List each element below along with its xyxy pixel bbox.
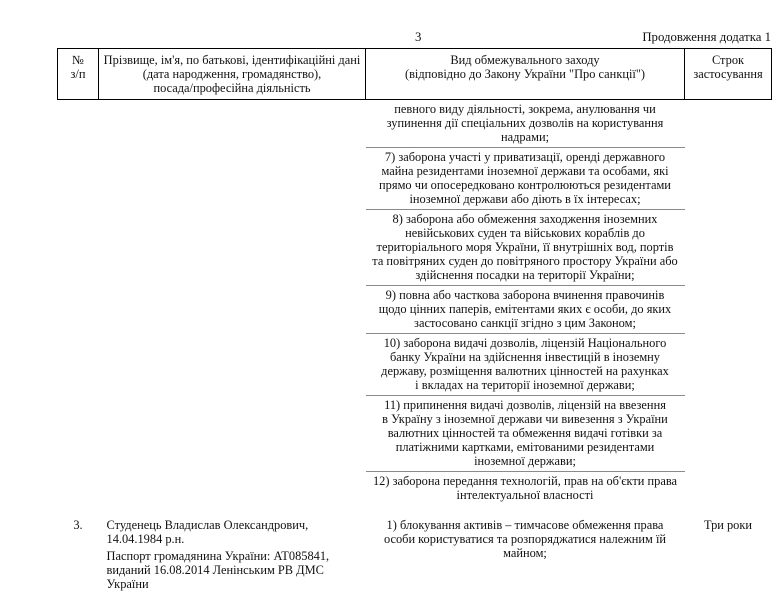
term-value: Три роки [703,518,753,532]
table-header-row [58,49,772,100]
person-cell-empty [99,100,366,506]
measure-item: 11) припинення видачі дозволів, ліцензій на ввезення в Україну з іноземної держави чи вивезення з України валютних цінностей та обмеження видачі готівки за платіжними картками, емітованими резидентами іноземної держави; [366,395,685,471]
measure-item: 9) повна або часткова заборона вчинення правочинів щодо цінних паперів, емітентами яких є особи, до яких застосовано санкції згідно з цим Законом; [366,285,685,333]
number-cell-empty [58,100,99,506]
measure-item: 8) заборона або обмеження заходження іноземних невійськових суден та військових кораблів до територіального моря України, її внутрішніх вод, портів та повітряних суден до повітряного простору України або здійснення посадки на території України; [366,209,685,285]
column-header-person: Прізвище, ім'я, по батькові, ідентифікаційні дані (дата народження, громадянство), посада/професійна діяльність [99,49,366,100]
page-number: 3 [415,30,422,44]
column-header-term: Строк застосування [685,49,772,100]
column-header-number: № з/п [58,49,99,100]
table-row [58,100,772,506]
table-row [58,505,772,594]
measures-cell [366,100,685,506]
measures-cell [366,505,685,594]
entry-number: 3. [73,518,83,532]
column-header-measure: Вид обмежувального заходу (відповідно до Закону України "Про санкції") [366,49,685,100]
measure-item: 1) блокування активів – тимчасове обмеження права особи користуватися та розпоряджатися належним їй майном; [383,518,667,560]
appendix-continuation-note: Продовження додатка 1 [642,30,771,44]
term-cell-empty [685,100,772,506]
person-details: Студенець Владислав Олександрович, 14.04.1984 р.н. Паспорт громадянина України: АТ085841, виданий 16.08.2014 Ленінським РВ ДМС України [106,518,330,591]
measure-item: 12) заборона передання технологій, прав на об'єкти права інтелектуальної власності [366,471,685,505]
measure-item: певного виду діяльності, зокрема, анулювання чи зупинення дії спеціальних дозволів на користування надрами; [386,102,664,144]
sanctions-table [57,48,772,594]
measure-item: 10) заборона видачі дозволів, ліцензій Національного банку України на здійснення інвестицій в іноземну державу, розміщення валютних цінностей на рахунках і вкладах на території іноземної держави; [366,333,685,395]
measure-item: 7) заборона участі у приватизації, оренді державного майна резидентами іноземної держави та особами, які прямо чи опосередковано контролюються резидентами іноземної держави або діють в їх інтересах; [366,147,685,209]
